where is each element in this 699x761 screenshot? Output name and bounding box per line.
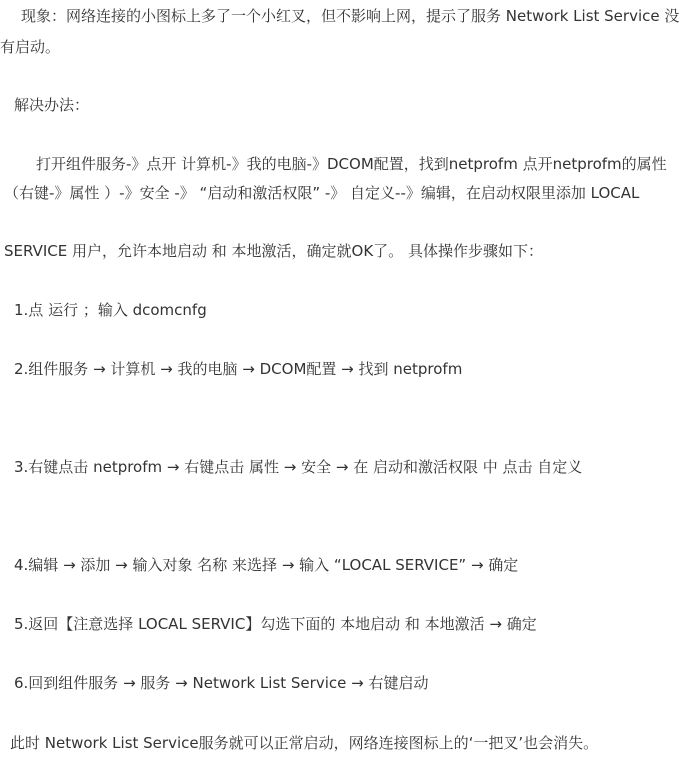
step-item: 1.点 运行 ；输入 dcomcnfg bbox=[14, 301, 207, 319]
step-item: 5.返回【注意选择 LOCAL SERVIC】勾选下面的 本地启动 和 本地激活 → 确定 bbox=[14, 615, 537, 633]
solution-heading: 解决办法： bbox=[14, 96, 90, 114]
step-item: 4.编辑 → 添加 → 输入对象 名称 来选择 → 输入 “LOCAL SERVICE” → 确定 bbox=[14, 556, 519, 574]
symptom-line-1: 现象：网络连接的小图标上多了一个小红叉，但不影响上网，提示了服务 Network List Service 没 bbox=[6, 7, 680, 25]
symptom-line-2: 有启动。 bbox=[0, 38, 61, 56]
intro-line-2: （右键-》属性 ）-》安全 -》 “启动和激活权限” -》 自定义--》编辑，在启动权限里添加 LOCAL bbox=[4, 184, 640, 202]
step-item: 3.右键点击 netprofm → 右键点击 属性 → 安全 → 在 启动和激活权限 中 点击 自定义 bbox=[14, 458, 583, 476]
conclusion-text: 此时 Network List Service服务就可以正常启动，网络连接图标上的‘一把叉’也会消失。 bbox=[10, 734, 599, 752]
step-item: 6.回到组件服务 → 服务 → Network List Service → 右键启动 bbox=[14, 674, 429, 692]
intro-line-3: SERVICE 用户，允许本地启动 和 本地激活，确定就OK了。 具体操作步骤如下： bbox=[4, 242, 543, 260]
step-item: 2.组件服务 → 计算机 → 我的电脑 → DCOM配置 → 找到 netprofm bbox=[14, 360, 463, 378]
intro-line-1: 打开组件服务-》点开 计算机-》我的电脑-》DCOM配置，找到netprofm 点开netprofm的属性 bbox=[36, 155, 667, 173]
